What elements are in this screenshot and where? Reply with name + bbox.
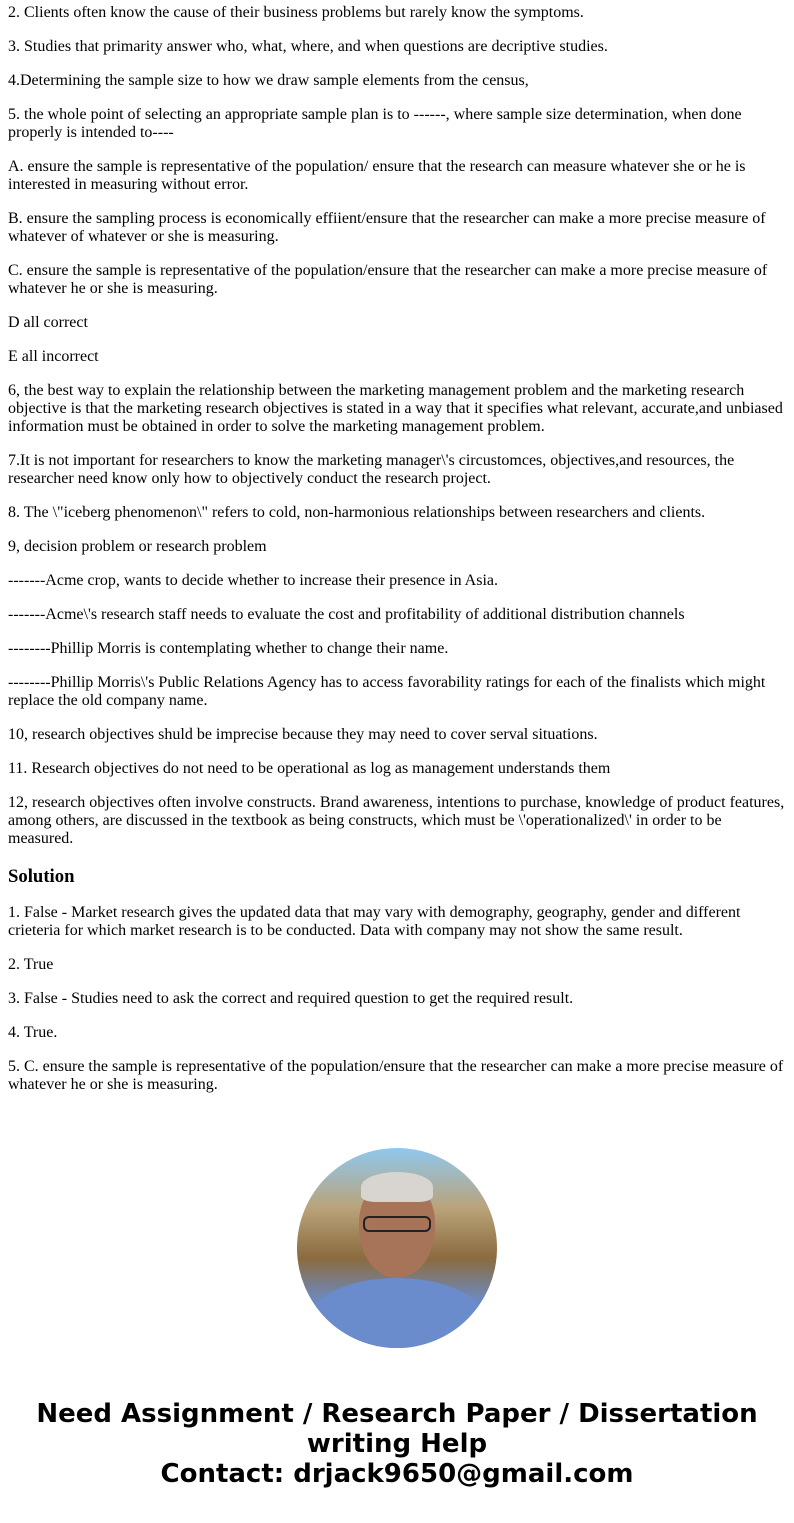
question-paragraph: 12, research objectives often involve constructs. Brand awareness, intentions to purchase, knowledge of product features, among others, are discussed in the textbook as being constructs, which must be \'operationalized\' in order to be measured. [8,794,785,847]
answer-paragraph: 4. True. [8,1024,58,1041]
photo-hair [361,1172,433,1202]
question-item: -------Acme crop, wants to decide whether to increase their presence in Asia. [8,572,499,589]
banner-headline: Need Assignment / Research Paper / Dissertation writing Help [36,1399,758,1459]
questions-section [8,4,786,848]
answer-paragraph: 2. True [8,956,54,973]
question-item: --------Phillip Morris\'s Public Relations Agency has to access favorability ratings for each of the finalists which might replace the old company name. [8,674,766,709]
answer-paragraph: 1. False - Market research gives the updated data that may vary with demography, geography, gender and different crieteria for which market research is to be conducted. Data with company may not show the same result. [8,904,741,939]
question-paragraph: 11. Research objectives do not need to be operational as log as management understands them [8,760,611,777]
solution-section [8,904,786,1094]
question-paragraph: 4.Determining the sample size to how we draw sample elements from the census, [8,72,529,89]
photo-shirt [307,1278,487,1348]
option-c: C. ensure the sample is representative of the population/ensure that the researcher can make a more precise measure of whatever he or she is measuring. [8,262,768,297]
option-a: A. ensure the sample is representative of the population/ ensure that the research can measure whatever she or he is interested in measuring without error. [8,158,746,193]
option-b: B. ensure the sampling process is economically effiient/ensure that the researcher can make a more precise measure of whatever of whatever or she is measuring. [8,210,766,245]
photo-glasses [363,1216,431,1232]
author-photo-container [0,1148,794,1348]
contact-banner [0,1399,794,1489]
question-item: --------Phillip Morris is contemplating whether to change their name. [8,640,449,657]
question-paragraph: 6, the best way to explain the relationship between the marketing management problem and the marketing research objective is that the marketing research objectives is stated in a way that it specifies what relevant, accurate,and unbiased information must be obtained in order to solve the marketing management problem. [8,382,783,435]
question-paragraph: 10, research objectives shuld be imprecise because they may need to cover serval situations. [8,726,598,743]
option-e: E all incorrect [8,348,99,365]
question-paragraph: 9, decision problem or research problem [8,538,267,555]
answer-paragraph: 3. False - Studies need to ask the correct and required question to get the required result. [8,990,574,1007]
question-paragraph: 3. Studies that primarity answer who, what, where, and when questions are decriptive studies. [8,38,608,55]
question-paragraph: 7.It is not important for researchers to know the marketing manager\'s circustomces, objectives,and resources, the researcher need know only how to objectively conduct the research project. [8,452,735,487]
question-item: -------Acme\'s research staff needs to evaluate the cost and profitability of additional distribution channels [8,606,685,623]
question-paragraph: 2. Clients often know the cause of their business problems but rarely know the symptoms. [8,4,584,21]
option-d: D all correct [8,314,88,331]
question-paragraph: 5. the whole point of selecting an appropriate sample plan is to ------, where sample size determination, when done properly is intended to---- [8,106,742,141]
solution-heading: Solution [8,866,75,887]
answer-paragraph: 5. C. ensure the sample is representative of the population/ensure that the researcher can make a more precise measure of whatever he or she is measuring. [8,1058,784,1093]
author-photo [297,1148,497,1348]
question-paragraph: 8. The \"iceberg phenomenon\" refers to cold, non-harmonious relationships between researchers and clients. [8,504,706,521]
banner-contact: Contact: drjack9650@gmail.com [160,1459,634,1489]
